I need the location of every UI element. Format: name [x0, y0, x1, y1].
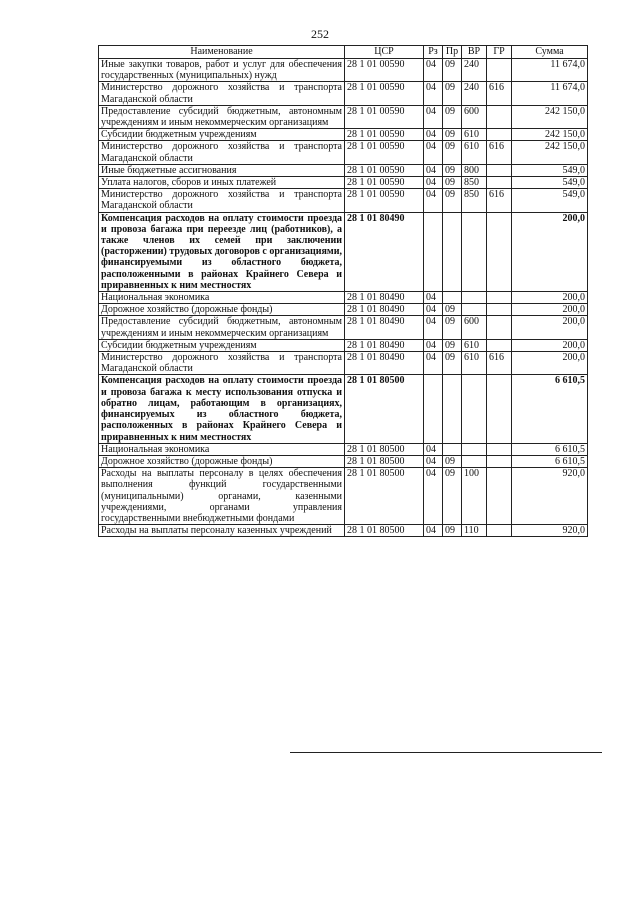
cell-pr	[443, 212, 462, 291]
cell-vr: 110	[462, 525, 487, 537]
cell-name: Расходы на выплаты персоналу в целях обеспечения выполнения функций государственными (муниципальными) органами, казенными учреждениями, органами управления государственными внебюджетными фондами	[99, 468, 345, 525]
table-row	[99, 129, 588, 141]
cell-name: Министерство дорожного хозяйства и транспорта Магаданской области	[99, 189, 345, 212]
cell-rz: 04	[424, 164, 443, 176]
cell-rz: 04	[424, 443, 443, 455]
cell-vr: 240	[462, 59, 487, 82]
cell-pr: 09	[443, 105, 462, 128]
cell-gr: 616	[487, 82, 512, 105]
table-row	[99, 177, 588, 189]
cell-csr: 28 1 01 80490	[345, 316, 424, 339]
cell-name: Компенсация расходов на оплату стоимости проезда и провоза багажа при переезде лиц (работников), а также членов их семей при заключении (расторжении) трудовых договоров с организациями, финансируемыми из областного бюджета, расположенными в районах Крайнего Севера и приравненных к ним местностях	[99, 212, 345, 291]
cell-rz: 04	[424, 82, 443, 105]
cell-sum: 200,0	[512, 316, 588, 339]
cell-sum: 6 610,5	[512, 443, 588, 455]
cell-sum: 920,0	[512, 468, 588, 525]
cell-csr: 28 1 01 00590	[345, 141, 424, 164]
cell-name: Компенсация расходов на оплату стоимости проезда и провоза багажа к месту использования отпуска и обратно лицам, работающим в организациях, финансируемых из областного бюджета, расположенных в районах Крайнего Севера и приравненных к ним местностях	[99, 375, 345, 443]
cell-csr: 28 1 01 80490	[345, 292, 424, 304]
cell-gr	[487, 443, 512, 455]
header-gr: ГР	[487, 46, 512, 59]
cell-csr: 28 1 01 80490	[345, 352, 424, 375]
cell-rz: 04	[424, 304, 443, 316]
cell-vr	[462, 375, 487, 443]
table-row	[99, 316, 588, 339]
cell-csr: 28 1 01 80490	[345, 212, 424, 291]
cell-name: Уплата налогов, сборов и иных платежей	[99, 177, 345, 189]
cell-sum: 200,0	[512, 339, 588, 351]
cell-name: Министерство дорожного хозяйства и транспорта Магаданской области	[99, 82, 345, 105]
cell-rz	[424, 212, 443, 291]
cell-gr	[487, 292, 512, 304]
table-row	[99, 304, 588, 316]
cell-csr: 28 1 01 00590	[345, 59, 424, 82]
cell-vr: 600	[462, 316, 487, 339]
cell-gr	[487, 59, 512, 82]
cell-pr: 09	[443, 177, 462, 189]
cell-vr: 850	[462, 177, 487, 189]
cell-rz: 04	[424, 177, 443, 189]
cell-gr	[487, 105, 512, 128]
cell-rz: 04	[424, 59, 443, 82]
cell-csr: 28 1 01 80500	[345, 443, 424, 455]
cell-vr: 610	[462, 141, 487, 164]
cell-gr: 616	[487, 352, 512, 375]
cell-name: Дорожное хозяйство (дорожные фонды)	[99, 304, 345, 316]
cell-name: Национальная экономика	[99, 292, 345, 304]
cell-name: Субсидии бюджетным учреждениям	[99, 129, 345, 141]
cell-gr	[487, 375, 512, 443]
cell-name: Дорожное хозяйство (дорожные фонды)	[99, 455, 345, 467]
cell-csr: 28 1 01 80490	[345, 339, 424, 351]
cell-gr	[487, 455, 512, 467]
cell-name: Предоставление субсидий бюджетным, автономным учреждениям и иным некоммерческим организациям	[99, 105, 345, 128]
cell-vr: 610	[462, 129, 487, 141]
cell-sum: 549,0	[512, 189, 588, 212]
cell-name: Иные закупки товаров, работ и услуг для обеспечения государственных (муниципальных) нужд	[99, 59, 345, 82]
cell-csr: 28 1 01 80500	[345, 468, 424, 525]
cell-gr	[487, 304, 512, 316]
cell-sum: 242 150,0	[512, 129, 588, 141]
cell-name: Расходы на выплаты персоналу казенных учреждений	[99, 525, 345, 537]
cell-vr	[462, 455, 487, 467]
cell-sum: 11 674,0	[512, 59, 588, 82]
cell-vr	[462, 443, 487, 455]
cell-csr: 28 1 01 80500	[345, 375, 424, 443]
cell-pr: 09	[443, 129, 462, 141]
budget-table	[98, 45, 588, 537]
cell-name: Предоставление субсидий бюджетным, автономным учреждениям и иным некоммерческим организациям	[99, 316, 345, 339]
cell-rz: 04	[424, 141, 443, 164]
cell-csr: 28 1 01 80490	[345, 304, 424, 316]
cell-sum: 200,0	[512, 212, 588, 291]
cell-vr	[462, 292, 487, 304]
header-name: Наименование	[99, 46, 345, 59]
cell-rz: 04	[424, 105, 443, 128]
cell-gr	[487, 468, 512, 525]
table-row	[99, 525, 588, 537]
cell-pr: 09	[443, 189, 462, 212]
cell-vr: 240	[462, 82, 487, 105]
cell-rz: 04	[424, 292, 443, 304]
cell-sum: 549,0	[512, 177, 588, 189]
cell-pr: 09	[443, 339, 462, 351]
table-row	[99, 339, 588, 351]
cell-rz: 04	[424, 339, 443, 351]
cell-pr	[443, 375, 462, 443]
cell-vr	[462, 212, 487, 291]
cell-gr	[487, 339, 512, 351]
cell-pr: 09	[443, 164, 462, 176]
cell-csr: 28 1 01 80500	[345, 525, 424, 537]
cell-gr: 616	[487, 189, 512, 212]
table-row	[99, 164, 588, 176]
cell-vr: 800	[462, 164, 487, 176]
cell-sum: 242 150,0	[512, 141, 588, 164]
table-row	[99, 292, 588, 304]
table-header-row	[99, 46, 588, 59]
table-row	[99, 212, 588, 291]
cell-pr	[443, 292, 462, 304]
cell-rz: 04	[424, 455, 443, 467]
cell-name: Министерство дорожного хозяйства и транспорта Магаданской области	[99, 352, 345, 375]
cell-vr: 850	[462, 189, 487, 212]
table-body	[99, 59, 588, 537]
cell-gr	[487, 525, 512, 537]
bottom-divider-line	[290, 752, 602, 753]
cell-csr: 28 1 01 00590	[345, 189, 424, 212]
cell-pr: 09	[443, 525, 462, 537]
cell-vr: 610	[462, 352, 487, 375]
cell-sum: 242 150,0	[512, 105, 588, 128]
table-row	[99, 455, 588, 467]
table-row	[99, 189, 588, 212]
cell-sum: 6 610,5	[512, 455, 588, 467]
cell-sum: 200,0	[512, 352, 588, 375]
cell-name: Министерство дорожного хозяйства и транспорта Магаданской области	[99, 141, 345, 164]
cell-gr	[487, 129, 512, 141]
cell-csr: 28 1 01 80500	[345, 455, 424, 467]
cell-gr: 616	[487, 141, 512, 164]
cell-gr	[487, 164, 512, 176]
header-pr: Пр	[443, 46, 462, 59]
cell-sum: 200,0	[512, 292, 588, 304]
header-sum: Сумма	[512, 46, 588, 59]
cell-csr: 28 1 01 00590	[345, 129, 424, 141]
cell-vr: 610	[462, 339, 487, 351]
cell-csr: 28 1 01 00590	[345, 177, 424, 189]
cell-vr	[462, 304, 487, 316]
cell-pr: 09	[443, 316, 462, 339]
cell-pr: 09	[443, 468, 462, 525]
table-row	[99, 82, 588, 105]
cell-pr: 09	[443, 59, 462, 82]
cell-csr: 28 1 01 00590	[345, 82, 424, 105]
cell-rz: 04	[424, 189, 443, 212]
cell-sum: 200,0	[512, 304, 588, 316]
cell-name: Субсидии бюджетным учреждениям	[99, 339, 345, 351]
cell-sum: 920,0	[512, 525, 588, 537]
table-row	[99, 141, 588, 164]
header-rz: Рз	[424, 46, 443, 59]
table-row	[99, 105, 588, 128]
cell-pr: 09	[443, 455, 462, 467]
table-row	[99, 443, 588, 455]
cell-name: Национальная экономика	[99, 443, 345, 455]
cell-rz: 04	[424, 129, 443, 141]
cell-rz: 04	[424, 468, 443, 525]
cell-csr: 28 1 01 00590	[345, 105, 424, 128]
cell-pr: 09	[443, 82, 462, 105]
cell-sum: 11 674,0	[512, 82, 588, 105]
cell-rz	[424, 375, 443, 443]
cell-name: Иные бюджетные ассигнования	[99, 164, 345, 176]
cell-vr: 100	[462, 468, 487, 525]
cell-pr: 09	[443, 141, 462, 164]
table-row	[99, 468, 588, 525]
cell-sum: 549,0	[512, 164, 588, 176]
table-row	[99, 352, 588, 375]
cell-csr: 28 1 01 00590	[345, 164, 424, 176]
table-row	[99, 375, 588, 443]
cell-pr: 09	[443, 352, 462, 375]
cell-gr	[487, 316, 512, 339]
cell-gr	[487, 212, 512, 291]
cell-gr	[487, 177, 512, 189]
cell-pr: 09	[443, 304, 462, 316]
cell-sum: 6 610,5	[512, 375, 588, 443]
cell-pr	[443, 443, 462, 455]
cell-vr: 600	[462, 105, 487, 128]
header-vr: ВР	[462, 46, 487, 59]
cell-rz: 04	[424, 316, 443, 339]
cell-rz: 04	[424, 525, 443, 537]
header-csr: ЦСР	[345, 46, 424, 59]
table-row	[99, 59, 588, 82]
cell-rz: 04	[424, 352, 443, 375]
page-number: 252	[311, 27, 329, 41]
